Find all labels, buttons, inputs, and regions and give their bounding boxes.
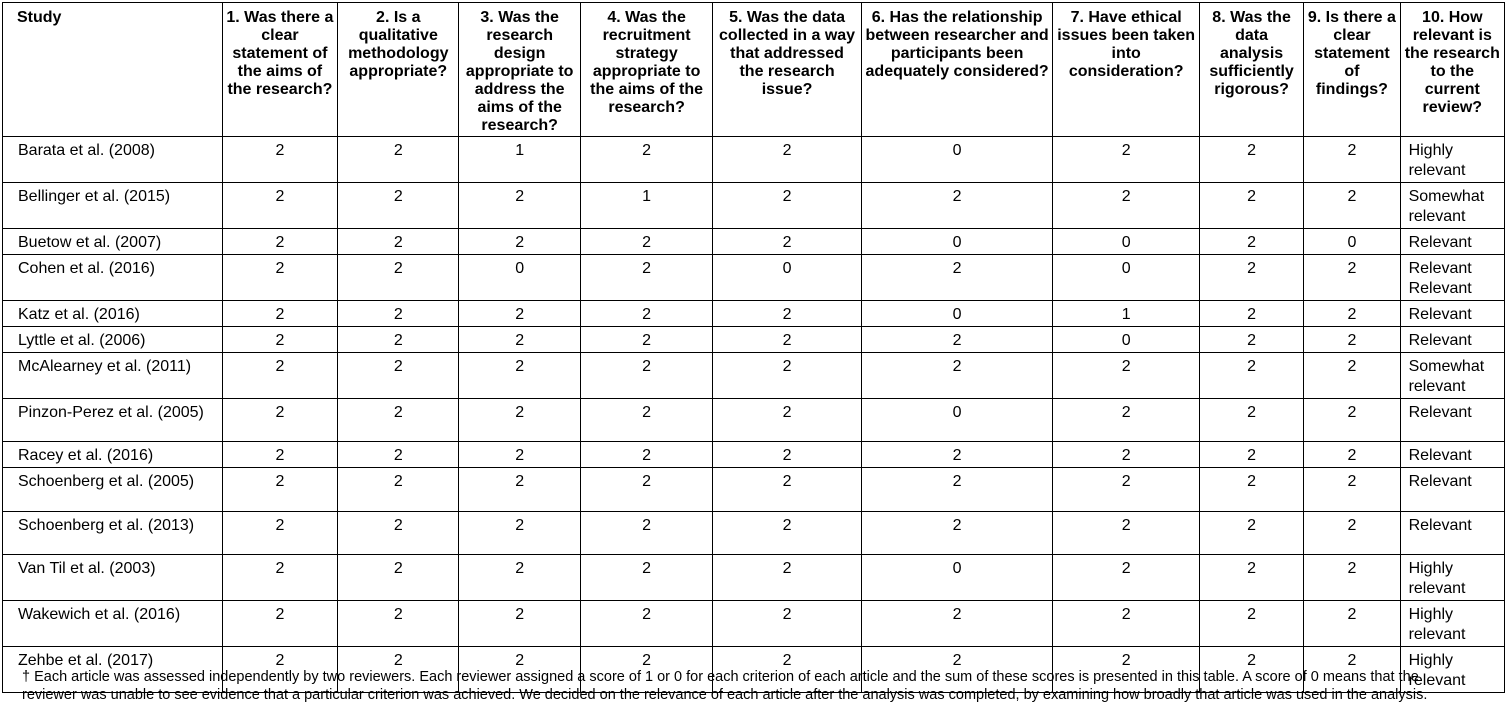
- score-cell-q1: 2: [222, 137, 337, 183]
- study-cell: Pinzon-Perez et al. (2005): [3, 399, 223, 442]
- study-cell: Buetow et al. (2007): [3, 229, 223, 255]
- score-cell-q2: 2: [338, 601, 459, 647]
- score-cell-q5: 2: [713, 512, 861, 555]
- score-cell-q6: 2: [861, 327, 1053, 353]
- score-cell-q1: 2: [222, 183, 337, 229]
- score-cell-q8: 2: [1199, 399, 1303, 442]
- score-cell-q2: 2: [338, 229, 459, 255]
- study-cell: Zehbe et al. (2017): [3, 647, 223, 693]
- score-cell-q5: 2: [713, 647, 861, 693]
- score-cell-q2: 2: [338, 512, 459, 555]
- score-cell-q3: 1: [459, 137, 580, 183]
- study-cell: Bellinger et al. (2015): [3, 183, 223, 229]
- score-cell-q1: 2: [222, 468, 337, 512]
- score-cell-q3: 0: [459, 255, 580, 301]
- score-cell-q3: 2: [459, 601, 580, 647]
- study-cell: Schoenberg et al. (2013): [3, 512, 223, 555]
- score-cell-q3: 2: [459, 353, 580, 399]
- table-row: [3, 555, 1505, 601]
- score-cell-q2: 2: [338, 353, 459, 399]
- score-cell-q8: 2: [1199, 229, 1303, 255]
- score-cell-q4: 2: [580, 512, 712, 555]
- score-cell-q3: 2: [459, 442, 580, 468]
- score-cell-q8: 2: [1199, 442, 1303, 468]
- score-cell-q2: 2: [338, 255, 459, 301]
- score-cell-q9: 2: [1304, 183, 1400, 229]
- score-cell-q5: 2: [713, 601, 861, 647]
- score-cell-q2: 2: [338, 442, 459, 468]
- study-cell: Lyttle et al. (2006): [3, 327, 223, 353]
- score-cell-q9: 2: [1304, 137, 1400, 183]
- score-cell-q1: 2: [222, 601, 337, 647]
- score-cell-q9: 2: [1304, 555, 1400, 601]
- score-cell-q6: 0: [861, 137, 1053, 183]
- score-cell-q2: 2: [338, 301, 459, 327]
- score-cell-q8: 2: [1199, 512, 1303, 555]
- score-cell-q7: 0: [1053, 255, 1199, 301]
- relevance-cell: Somewhat relevant: [1400, 353, 1504, 399]
- relevance-cell: Highly relevant: [1400, 601, 1504, 647]
- score-cell-q3: 2: [459, 301, 580, 327]
- score-cell-q6: 2: [861, 442, 1053, 468]
- score-cell-q1: 2: [222, 327, 337, 353]
- score-cell-q9: 2: [1304, 512, 1400, 555]
- table-footnote: † Each article was assessed independently by two reviewers. Each reviewer assigned a score of 1 or 0 for each criterion of each article and the sum of these scores is presented in this table. A score of 0 means that the reviewer was unable to see evidence that a particular criterion was achieved. We decided on the relevance of each article after the analysis was completed, by examining how broadly that article was used in the analysis.: [22, 669, 1428, 703]
- score-cell-q6: 2: [861, 353, 1053, 399]
- score-cell-q9: 2: [1304, 399, 1400, 442]
- score-cell-q4: 2: [580, 399, 712, 442]
- column-header-q7: 7. Have ethical issues been taken into consideration?: [1053, 3, 1199, 137]
- score-cell-q7: 2: [1053, 647, 1199, 693]
- score-cell-q8: 2: [1199, 468, 1303, 512]
- score-cell-q7: 1: [1053, 301, 1199, 327]
- score-cell-q6: 2: [861, 601, 1053, 647]
- score-cell-q7: 2: [1053, 442, 1199, 468]
- table-row: [3, 442, 1505, 468]
- score-cell-q3: 2: [459, 229, 580, 255]
- score-cell-q6: 0: [861, 229, 1053, 255]
- score-cell-q6: 2: [861, 183, 1053, 229]
- score-cell-q9: 2: [1304, 327, 1400, 353]
- header-row: [3, 3, 1505, 137]
- score-cell-q8: 2: [1199, 183, 1303, 229]
- score-cell-q4: 2: [580, 442, 712, 468]
- score-cell-q5: 2: [713, 229, 861, 255]
- score-cell-q8: 2: [1199, 353, 1303, 399]
- relevance-cell: Relevant: [1400, 442, 1504, 468]
- score-cell-q6: 2: [861, 468, 1053, 512]
- score-cell-q6: 0: [861, 555, 1053, 601]
- score-cell-q1: 2: [222, 555, 337, 601]
- column-header-q6: 6. Has the relationship between researcher and participants been adequately considered?: [861, 3, 1053, 137]
- score-cell-q1: 2: [222, 301, 337, 327]
- score-cell-q7: 2: [1053, 555, 1199, 601]
- score-cell-q3: 2: [459, 555, 580, 601]
- score-cell-q2: 2: [338, 137, 459, 183]
- column-header-q10: 10. How relevant is the research to the current review?: [1400, 3, 1504, 137]
- score-cell-q7: 2: [1053, 399, 1199, 442]
- relevance-cell: Relevant: [1400, 468, 1504, 512]
- table-row: [3, 229, 1505, 255]
- column-header-study: Study: [3, 3, 223, 137]
- score-cell-q1: 2: [222, 647, 337, 693]
- score-cell-q5: 2: [713, 137, 861, 183]
- table-row: [3, 353, 1505, 399]
- table-row: [3, 255, 1505, 301]
- score-cell-q4: 2: [580, 555, 712, 601]
- score-cell-q4: 2: [580, 353, 712, 399]
- relevance-cell: Relevant: [1400, 229, 1504, 255]
- score-cell-q8: 2: [1199, 327, 1303, 353]
- score-cell-q5: 2: [713, 442, 861, 468]
- relevance-cell: Relevant: [1400, 301, 1504, 327]
- study-cell: Wakewich et al. (2016): [3, 601, 223, 647]
- score-cell-q2: 2: [338, 555, 459, 601]
- score-cell-q7: 2: [1053, 512, 1199, 555]
- column-header-q4: 4. Was the recruitment strategy appropriate to the aims of the research?: [580, 3, 712, 137]
- score-cell-q2: 2: [338, 327, 459, 353]
- score-cell-q2: 2: [338, 468, 459, 512]
- study-cell: Cohen et al. (2016): [3, 255, 223, 301]
- score-cell-q7: 2: [1053, 353, 1199, 399]
- table-row: [3, 601, 1505, 647]
- score-cell-q9: 2: [1304, 601, 1400, 647]
- score-cell-q4: 2: [580, 301, 712, 327]
- table-row: [3, 399, 1505, 442]
- table-body: [3, 137, 1505, 693]
- study-cell: Katz et al. (2016): [3, 301, 223, 327]
- score-cell-q4: 2: [580, 647, 712, 693]
- score-cell-q8: 2: [1199, 301, 1303, 327]
- column-header-q5: 5. Was the data collected in a way that addressed the research issue?: [713, 3, 861, 137]
- column-header-q9: 9. Is there a clear statement of findings?: [1304, 3, 1400, 137]
- score-cell-q3: 2: [459, 468, 580, 512]
- score-cell-q1: 2: [222, 399, 337, 442]
- score-cell-q5: 2: [713, 183, 861, 229]
- score-cell-q1: 2: [222, 229, 337, 255]
- score-cell-q7: 0: [1053, 229, 1199, 255]
- column-header-q2: 2. Is a qualitative methodology appropriate?: [338, 3, 459, 137]
- table-row: [3, 137, 1505, 183]
- score-cell-q1: 2: [222, 353, 337, 399]
- score-cell-q9: 2: [1304, 468, 1400, 512]
- score-cell-q2: 2: [338, 183, 459, 229]
- table-row: [3, 301, 1505, 327]
- score-cell-q5: 2: [713, 399, 861, 442]
- score-cell-q9: 2: [1304, 353, 1400, 399]
- study-cell: Van Til et al. (2003): [3, 555, 223, 601]
- score-cell-q6: 2: [861, 512, 1053, 555]
- relevance-cell: Relevant: [1400, 327, 1504, 353]
- table-row: [3, 512, 1505, 555]
- score-cell-q7: 2: [1053, 183, 1199, 229]
- score-cell-q2: 2: [338, 399, 459, 442]
- score-cell-q3: 2: [459, 647, 580, 693]
- score-cell-q2: 2: [338, 647, 459, 693]
- relevance-cell: Highly relevant: [1400, 137, 1504, 183]
- score-cell-q6: 2: [861, 647, 1053, 693]
- score-cell-q6: 0: [861, 399, 1053, 442]
- score-cell-q9: 2: [1304, 442, 1400, 468]
- score-cell-q3: 2: [459, 327, 580, 353]
- score-cell-q4: 1: [580, 183, 712, 229]
- study-cell: Racey et al. (2016): [3, 442, 223, 468]
- score-cell-q8: 2: [1199, 555, 1303, 601]
- score-cell-q8: 2: [1199, 137, 1303, 183]
- score-cell-q9: 2: [1304, 647, 1400, 693]
- score-cell-q5: 2: [713, 555, 861, 601]
- study-cell: Schoenberg et al. (2005): [3, 468, 223, 512]
- quality-assessment-table: [2, 2, 1505, 693]
- score-cell-q5: 2: [713, 353, 861, 399]
- relevance-cell: Relevant: [1400, 512, 1504, 555]
- table-row: [3, 468, 1505, 512]
- score-cell-q8: 2: [1199, 255, 1303, 301]
- score-cell-q1: 2: [222, 512, 337, 555]
- table-row: [3, 327, 1505, 353]
- score-cell-q4: 2: [580, 468, 712, 512]
- relevance-cell: Somewhat relevant: [1400, 183, 1504, 229]
- score-cell-q8: 2: [1199, 647, 1303, 693]
- table-row: [3, 183, 1505, 229]
- score-cell-q9: 2: [1304, 255, 1400, 301]
- study-cell: Barata et al. (2008): [3, 137, 223, 183]
- score-cell-q5: 2: [713, 301, 861, 327]
- score-cell-q4: 2: [580, 137, 712, 183]
- column-header-q1: 1. Was there a clear statement of the aims of the research?: [222, 3, 337, 137]
- score-cell-q6: 0: [861, 301, 1053, 327]
- score-cell-q4: 2: [580, 255, 712, 301]
- relevance-cell: Highly relevant: [1400, 555, 1504, 601]
- score-cell-q4: 2: [580, 327, 712, 353]
- score-cell-q9: 2: [1304, 301, 1400, 327]
- score-cell-q7: 2: [1053, 468, 1199, 512]
- relevance-cell: Relevant Relevant: [1400, 255, 1504, 301]
- column-header-q3: 3. Was the research design appropriate to address the aims of the research?: [459, 3, 580, 137]
- score-cell-q5: 2: [713, 468, 861, 512]
- score-cell-q7: 0: [1053, 327, 1199, 353]
- score-cell-q5: 2: [713, 327, 861, 353]
- column-header-q8: 8. Was the data analysis sufficiently rigorous?: [1199, 3, 1303, 137]
- score-cell-q9: 0: [1304, 229, 1400, 255]
- score-cell-q4: 2: [580, 601, 712, 647]
- study-cell: McAlearney et al. (2011): [3, 353, 223, 399]
- score-cell-q8: 2: [1199, 601, 1303, 647]
- score-cell-q4: 2: [580, 229, 712, 255]
- score-cell-q3: 2: [459, 183, 580, 229]
- score-cell-q3: 2: [459, 512, 580, 555]
- score-cell-q1: 2: [222, 442, 337, 468]
- score-cell-q6: 2: [861, 255, 1053, 301]
- score-cell-q7: 2: [1053, 137, 1199, 183]
- relevance-cell: Relevant: [1400, 399, 1504, 442]
- score-cell-q7: 2: [1053, 601, 1199, 647]
- score-cell-q3: 2: [459, 399, 580, 442]
- score-cell-q5: 0: [713, 255, 861, 301]
- relevance-cell: Highly relevant: [1400, 647, 1504, 693]
- score-cell-q1: 2: [222, 255, 337, 301]
